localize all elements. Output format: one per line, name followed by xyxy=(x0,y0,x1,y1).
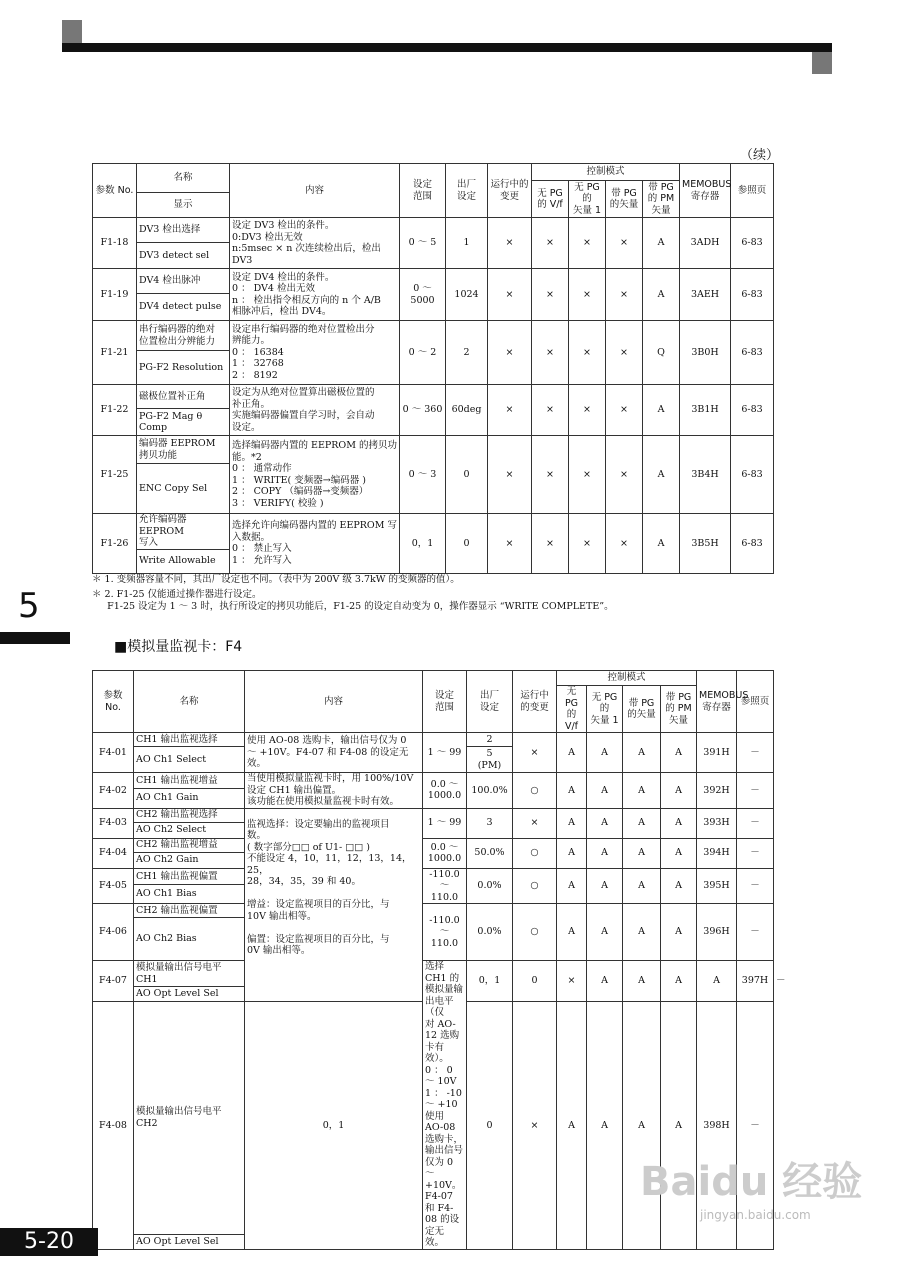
mode-pm-vector: A xyxy=(661,773,697,809)
mode-vf: × xyxy=(532,436,569,514)
mode-pg-vector: A xyxy=(623,773,661,809)
param-factory: 0.0% xyxy=(467,868,513,904)
table-row xyxy=(93,321,774,351)
corner-mark-top-right xyxy=(812,52,832,74)
mode-vf: A xyxy=(557,1002,587,1250)
mode-pg-vector: × xyxy=(606,321,643,385)
mode-pm-vector: A xyxy=(643,269,680,321)
param-no: F1-19 xyxy=(93,269,137,321)
param-range: 0，1 xyxy=(400,514,446,574)
param-change: × xyxy=(488,269,532,321)
table-row xyxy=(93,218,774,243)
watermark-logo: Baidu 经验 xyxy=(640,1159,863,1205)
param-content: 设定 DV3 检出的条件。 0:DV3 检出无效 n:5msec × n 次连续检出后，检出 DV3 xyxy=(230,218,400,269)
mode-pm-vector: A xyxy=(661,904,697,961)
param-range: 1 ～ 99 xyxy=(423,733,467,773)
param-name: CH1 输出监视偏置 xyxy=(134,868,245,885)
ref-page: － xyxy=(737,808,774,838)
param-change: × xyxy=(488,514,532,574)
mode-pm-vector: A xyxy=(661,868,697,904)
param-display: AO Opt Level Sel xyxy=(134,1234,245,1249)
param-factory: 2 xyxy=(446,321,488,385)
param-factory: 0.0% xyxy=(467,904,513,961)
header-control-mode: 控制模式 xyxy=(532,164,680,181)
mode-pm-vector: A xyxy=(643,514,680,574)
param-change: ○ xyxy=(513,904,557,961)
param-change: × xyxy=(488,321,532,385)
param-name: CH2 输出监视选择 xyxy=(134,808,245,822)
ref-page: － xyxy=(737,868,774,904)
param-range: 0，1 xyxy=(467,961,513,1002)
table-row xyxy=(93,269,774,294)
param-change: ○ xyxy=(513,838,557,868)
param-display: AO Ch2 Select xyxy=(134,822,245,838)
mode-pg-vector: A xyxy=(623,868,661,904)
mode-vector1: A xyxy=(587,838,623,868)
table-row xyxy=(93,868,774,885)
param-no: F1-21 xyxy=(93,321,137,385)
header-control-mode: 控制模式 xyxy=(557,671,697,686)
param-factory: 60deg xyxy=(446,385,488,436)
param-range: 0，1 xyxy=(245,1002,423,1250)
param-name: 编码器 EEPROM 拷贝功能 xyxy=(137,436,230,464)
table-row xyxy=(93,385,774,409)
mode-pg-vector: × xyxy=(606,269,643,321)
mode-vector1: × xyxy=(569,436,606,514)
param-change: × xyxy=(488,436,532,514)
param-name: DV4 检出脉冲 xyxy=(137,269,230,294)
mode-vector1: A xyxy=(623,961,661,1002)
param-no: F4-08 xyxy=(93,1002,134,1250)
memobus-register: 3B1H xyxy=(680,385,731,436)
mode-vector1: A xyxy=(587,1002,623,1250)
page-number: 5-20 xyxy=(0,1228,98,1256)
table-row xyxy=(93,808,774,822)
ref-page: － xyxy=(737,1002,774,1250)
header-change: 运行中 的变更 xyxy=(513,671,557,733)
mode-vf: × xyxy=(532,269,569,321)
param-range: 0 ～ 5000 xyxy=(400,269,446,321)
param-factory: 3 xyxy=(467,808,513,838)
mode-pg-vector: × xyxy=(606,514,643,574)
param-range: -110.0 ～ 110.0 xyxy=(423,904,467,961)
chapter-number: 5 xyxy=(18,586,40,626)
param-factory: 50.0% xyxy=(467,838,513,868)
param-no: F1-26 xyxy=(93,514,137,574)
f1-parameter-table xyxy=(92,163,774,574)
param-change: × xyxy=(488,385,532,436)
mode-vf: × xyxy=(532,514,569,574)
param-content-shared: 监视选择：设定要输出的监视项目 数。 ( 数字部分□□ of U1- □□ ) 不能设定 4，10，11，12，13，14，25， 28，34，35，39 和 40。 增益：设定监视项目的百分比，与 10V 输出相等。 偏置：设定监视项目的百分比，与 0V 输出相等。 xyxy=(245,808,423,1002)
header-mode-vector1: 无 PG 的 矢量 1 xyxy=(569,181,606,218)
param-display: PG-F2 Mag θ Comp xyxy=(137,409,230,436)
param-change: × xyxy=(513,1002,557,1250)
header-name: 名称 xyxy=(134,671,245,733)
param-display: Write Allowable xyxy=(137,549,230,573)
param-display: AO Ch2 Bias xyxy=(134,918,245,961)
mode-vf: × xyxy=(532,385,569,436)
header-range: 设定 范围 xyxy=(423,671,467,733)
mode-pm-vector: A xyxy=(661,733,697,773)
param-content: 选择编码器内置的 EEPROM 的拷贝功 能。*2 0 ： 通常动作 1 ： WRITE( 变频器→编码器 ) 2 ： COPY （编码器→变频器） 3 ： VERIFY( 校验 ) xyxy=(230,436,400,514)
table-row xyxy=(93,436,774,464)
header-change: 运行中的 变更 xyxy=(488,164,532,218)
param-range: 0 ～ 360 xyxy=(400,385,446,436)
param-no: F4-03 xyxy=(93,808,134,838)
mode-vf: × xyxy=(532,321,569,385)
param-range: -110.0 ～ 110.0 xyxy=(423,868,467,904)
param-factory: 0 xyxy=(446,514,488,574)
ref-page: 6-83 xyxy=(731,218,774,269)
ref-page: － xyxy=(737,773,774,809)
param-name: DV3 检出选择 xyxy=(137,218,230,243)
param-name: CH2 输出监视增益 xyxy=(134,838,245,852)
mode-pg-vector: A xyxy=(623,733,661,773)
param-change: × xyxy=(557,961,587,1002)
header-mode-pm-vector: 带 PG 的 PM 矢量 xyxy=(643,181,680,218)
memobus-register: 397H xyxy=(737,961,774,1002)
footnote-1: ＊ 1. 变频器容量不同，其出厂设定也不同。（表中为 200V 级 3.7kW 的变频器的值）。 xyxy=(92,574,460,585)
ref-page: － xyxy=(737,838,774,868)
mode-vf: × xyxy=(532,218,569,269)
param-display: DV3 detect sel xyxy=(137,243,230,269)
memobus-register: 3B5H xyxy=(680,514,731,574)
param-factory-pm: 5 (PM) xyxy=(467,747,513,773)
mode-vf: A xyxy=(557,733,587,773)
param-no: F1-18 xyxy=(93,218,137,269)
mode-pm-vector: A xyxy=(697,961,737,1002)
header-mode-pm-vector: 带 PG 的 PM 矢量 xyxy=(661,686,697,733)
table-row: F4-07 模拟量输出信号电平 CH1 选择 CH1 的模拟量输出电平（仅 对 AO-12 选购卡有效）。 0 ： 0 ～ 10V 1 ： -10 ～ +10 使用 AO-08 选购卡，输出信号仅为 0 ～ +10V。F4-07 和 F4-08 的设定无 效。 0，1 0 × A A A A 397H － xyxy=(93,961,774,987)
mode-vector1: A xyxy=(587,808,623,838)
param-change: ○ xyxy=(513,773,557,809)
param-no: F4-06 xyxy=(93,904,134,961)
mode-vf: A xyxy=(557,868,587,904)
param-content: 设定 DV4 检出的条件。 0 ： DV4 检出无效 n ： 检出指令相反方向的 n 个 A/B 相脉冲后，检出 DV4。 xyxy=(230,269,400,321)
footnote-2-detail: F1-25 设定为 1 ～ 3 时，执行所设定的拷贝功能后，F1-25 的设定自动变为 0，操作器显示 “WRITE COMPLETE”。 xyxy=(92,601,614,612)
footnote-2: ＊ 2. F1-25 仅能通过操作器进行设定。 xyxy=(92,589,262,600)
param-factory: 0 xyxy=(467,1002,513,1250)
mode-vector1: × xyxy=(569,514,606,574)
header-memobus: MEMOBUS 寄存器 xyxy=(680,164,731,218)
mode-pg-vector: × xyxy=(606,385,643,436)
mode-vector1: A xyxy=(587,904,623,961)
mode-pm-vector: A xyxy=(643,218,680,269)
continued-label: （续） xyxy=(740,148,780,163)
param-range: 0.0 ～ 1000.0 xyxy=(423,838,467,868)
param-no: F1-22 xyxy=(93,385,137,436)
param-name: 串行编码器的绝对 位置检出分辨能力 xyxy=(137,321,230,351)
param-name: CH1 输出监视增益 xyxy=(134,773,245,789)
mode-pm-vector: Q xyxy=(643,321,680,385)
param-display: AO Ch1 Bias xyxy=(134,885,245,904)
memobus-register: 3B0H xyxy=(680,321,731,385)
table-row xyxy=(93,904,774,918)
param-content: 选择允许向编码器内置的 EEPROM 写 入数据。 0 ： 禁止写入 1 ： 允许写入 xyxy=(230,514,400,574)
param-display: AO Ch1 Select xyxy=(134,747,245,773)
memobus-register: 398H xyxy=(697,1002,737,1250)
param-range: 0.0 ～ 1000.0 xyxy=(423,773,467,809)
mode-vector1: A xyxy=(587,773,623,809)
param-no: F4-07 xyxy=(93,961,134,1002)
ref-page: 6-83 xyxy=(731,385,774,436)
mode-pg-vector: × xyxy=(606,436,643,514)
table-row xyxy=(93,733,774,747)
memobus-register: 396H xyxy=(697,904,737,961)
param-name: 模拟量输出信号电平 CH1 xyxy=(134,961,245,987)
param-display: DV4 detect pulse xyxy=(137,294,230,321)
param-factory: 2 xyxy=(467,733,513,747)
param-range: 1 ～ 99 xyxy=(423,808,467,838)
param-factory: 0 xyxy=(513,961,557,1002)
header-param: 参数 No. xyxy=(93,671,134,733)
param-display: AO Ch2 Gain xyxy=(134,852,245,868)
param-name: 模拟量输出信号电平 CH2 xyxy=(134,1002,245,1235)
mode-vector1: × xyxy=(569,269,606,321)
ref-page: － xyxy=(737,904,774,961)
param-display: PG-F2 Resolution xyxy=(137,351,230,385)
header-ref: 参照页 xyxy=(737,671,774,733)
mode-pm-vector: A xyxy=(643,385,680,436)
mode-vf: A xyxy=(557,838,587,868)
ref-page: 6-83 xyxy=(731,269,774,321)
param-name: 允许编码器 EEPROM 写入 xyxy=(137,514,230,550)
param-name: CH1 输出监视选择 xyxy=(134,733,245,747)
mode-pm-vector: A xyxy=(661,808,697,838)
header-rule xyxy=(62,43,832,52)
mode-vector1: × xyxy=(569,321,606,385)
table-row xyxy=(93,773,774,789)
mode-pg-vector: A xyxy=(661,961,697,1002)
param-no: F4-05 xyxy=(93,868,134,904)
header-mode-vf: 无 PG 的 V/f xyxy=(532,181,569,218)
param-factory: 100.0% xyxy=(467,773,513,809)
param-factory: 0 xyxy=(446,436,488,514)
ref-page: 6-83 xyxy=(731,514,774,574)
header-memobus: MEMOBUS 寄存器 xyxy=(697,671,737,733)
chapter-tab xyxy=(0,632,70,644)
section-title: ■模拟量监视卡：F4 xyxy=(114,639,243,655)
param-name: CH2 输出监视偏置 xyxy=(134,904,245,918)
watermark-url: jingyan.baidu.com xyxy=(700,1208,811,1222)
mode-pg-vector: A xyxy=(623,838,661,868)
mode-vector1: A xyxy=(587,733,623,773)
header-mode-vf: 无 PG 的 V/f xyxy=(557,686,587,733)
param-change: × xyxy=(513,808,557,838)
param-range: 0 ～ 5 xyxy=(400,218,446,269)
memobus-register: 3B4H xyxy=(680,436,731,514)
memobus-register: 391H xyxy=(697,733,737,773)
header-content: 内容 xyxy=(230,164,400,218)
mode-vf: A xyxy=(587,961,623,1002)
header-factory: 出厂 设定 xyxy=(446,164,488,218)
header-range: 设定 范围 xyxy=(400,164,446,218)
param-content: 设定为从绝对位置算出磁极位置的 补正角。 实施编码器偏置自学习时，会自动 设定。 xyxy=(230,385,400,436)
header-name: 名称 xyxy=(137,164,230,193)
header-factory: 出厂 设定 xyxy=(467,671,513,733)
table-row xyxy=(93,838,774,852)
mode-vector1: × xyxy=(569,385,606,436)
memobus-register: 392H xyxy=(697,773,737,809)
param-no: F4-02 xyxy=(93,773,134,809)
param-display: AO Ch1 Gain xyxy=(134,788,245,808)
header-display: 显示 xyxy=(137,193,230,218)
param-no: F4-01 xyxy=(93,733,134,773)
param-name: 磁极位置补正角 xyxy=(137,385,230,409)
param-change: × xyxy=(513,733,557,773)
header-param: 参数 No. xyxy=(93,164,137,218)
memobus-register: 3AEH xyxy=(680,269,731,321)
param-display: ENC Copy Sel xyxy=(137,464,230,514)
mode-pm-vector: A xyxy=(661,838,697,868)
mode-vf: A xyxy=(557,773,587,809)
mode-vector1: × xyxy=(569,218,606,269)
ref-page: － xyxy=(737,733,774,773)
memobus-register: 393H xyxy=(697,808,737,838)
ref-page: 6-83 xyxy=(731,436,774,514)
mode-vf: A xyxy=(557,904,587,961)
param-content-f407-f408: 选择 CH1 的模拟量输出电平（仅 对 AO-12 选购卡有效）。 0 ： 0 ～ 10V 1 ： -10 ～ +10 使用 AO-08 选购卡，输出信号仅为 0 ～ +10V。F4-07 和 F4-08 的设定无 效。 xyxy=(423,961,467,1250)
mode-pg-vector: A xyxy=(623,808,661,838)
header-mode-pg-vector: 带 PG 的矢量 xyxy=(623,686,661,733)
param-display: AO Opt Level Sel xyxy=(134,987,245,1002)
param-change: ○ xyxy=(513,868,557,904)
param-content: 设定串行编码器的绝对位置检出分 辨能力。 0 ： 16384 1 ： 32768 2 ： 8192 xyxy=(230,321,400,385)
table-row xyxy=(93,514,774,550)
header-mode-vector1: 无 PG 的 矢量 1 xyxy=(587,686,623,733)
param-no: F4-04 xyxy=(93,838,134,868)
header-ref: 参照页 xyxy=(731,164,774,218)
header-content: 内容 xyxy=(245,671,423,733)
header-mode-pg-vector: 带 PG 的矢量 xyxy=(606,181,643,218)
mode-vector1: A xyxy=(587,868,623,904)
param-content: 使用 AO-08 选购卡，输出信号仅为 0 ～ +10V。F4-07 和 F4-08 的设定无 效。 xyxy=(245,733,423,773)
mode-pg-vector: A xyxy=(623,904,661,961)
param-change: × xyxy=(488,218,532,269)
mode-pm-vector: A xyxy=(643,436,680,514)
mode-vf: A xyxy=(557,808,587,838)
mode-pg-vector: × xyxy=(606,218,643,269)
param-range: 0 ～ 2 xyxy=(400,321,446,385)
memobus-register: 395H xyxy=(697,868,737,904)
mode-pm-vector: A xyxy=(661,1002,697,1250)
param-no: F1-25 xyxy=(93,436,137,514)
param-range: 0 ～ 3 xyxy=(400,436,446,514)
param-content: 当使用模拟量监视卡时，用 100%/10V 设定 CH1 输出偏置。 该功能在使用模拟量监视卡时有效。 xyxy=(245,773,423,809)
memobus-register: 394H xyxy=(697,838,737,868)
mode-pg-vector: A xyxy=(623,1002,661,1250)
ref-page: 6-83 xyxy=(731,321,774,385)
param-factory: 1024 xyxy=(446,269,488,321)
memobus-register: 3ADH xyxy=(680,218,731,269)
param-factory: 1 xyxy=(446,218,488,269)
